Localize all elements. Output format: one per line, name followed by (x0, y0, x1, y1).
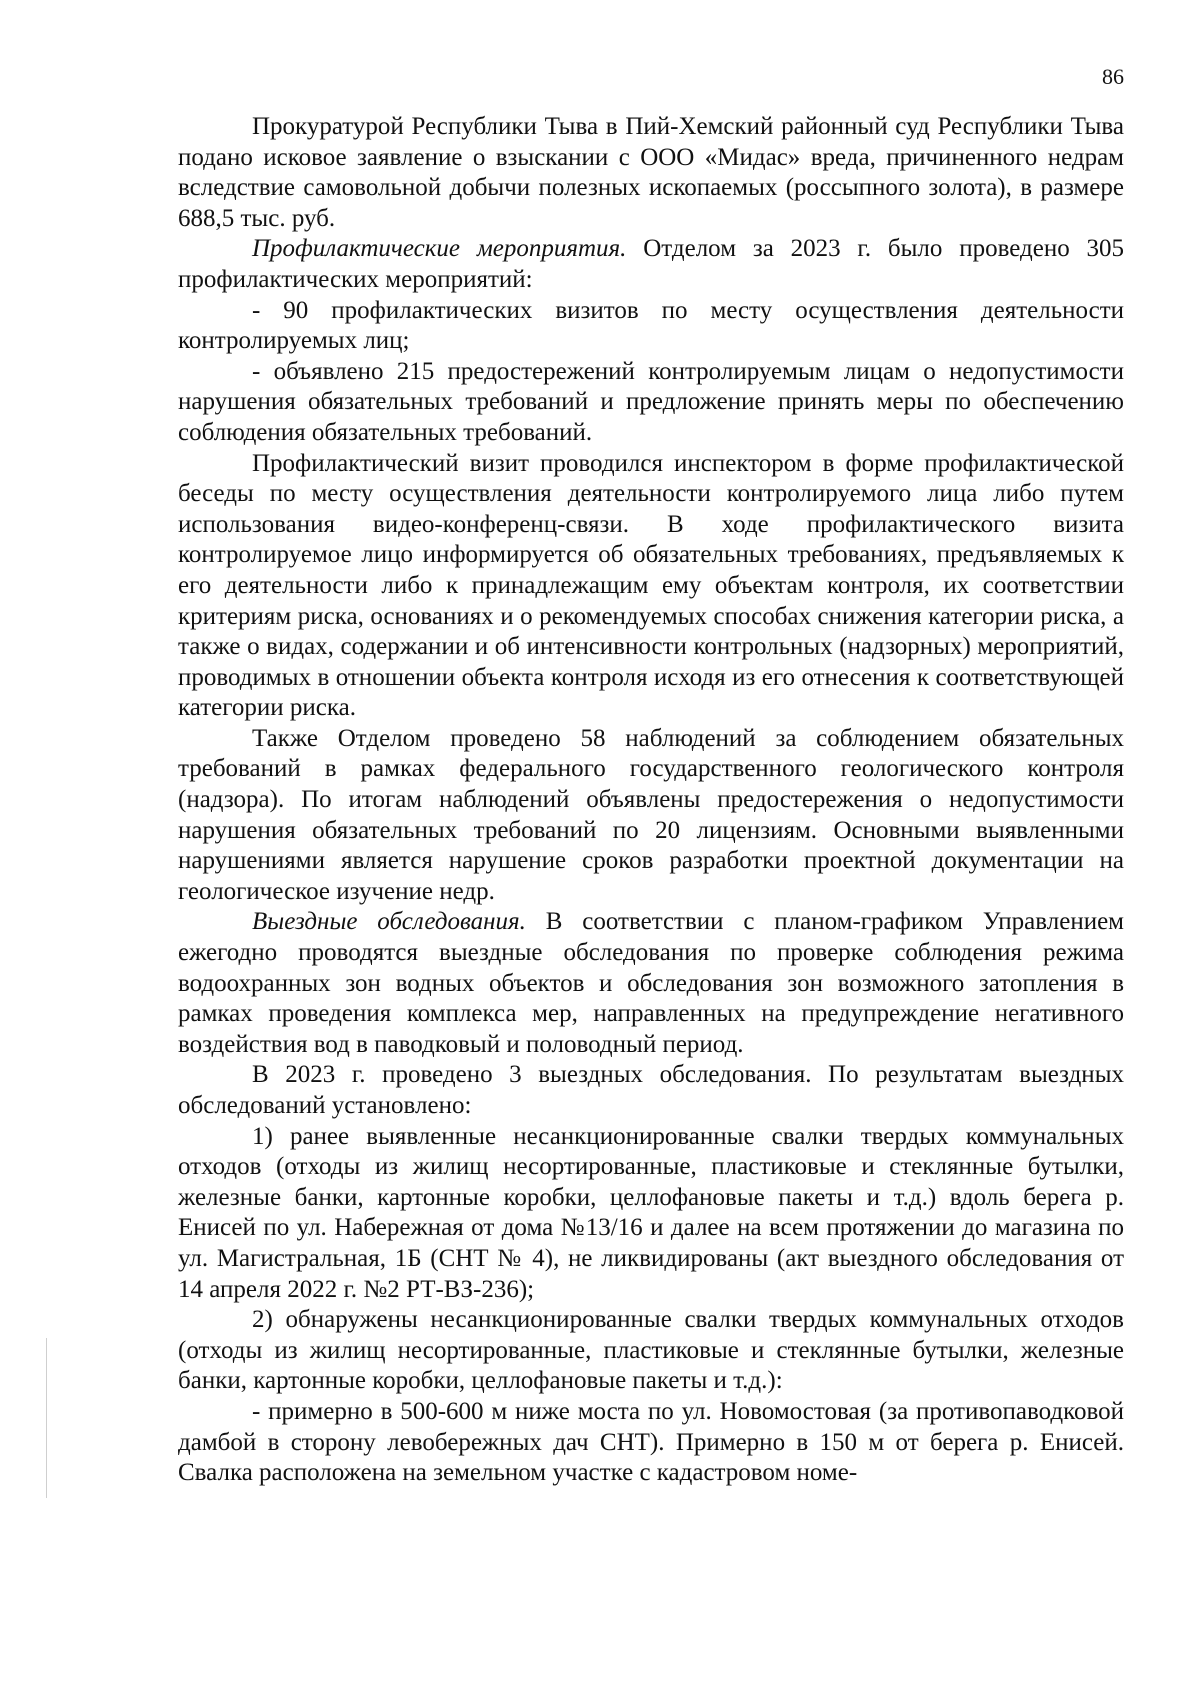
paragraph-text: Отделом за 2023 г. было проведено 305 профилактических мероприятий: (178, 235, 1124, 293)
paragraph-text: 1) ранее выявленные несанкционированные свалки твердых коммунальных отходов (отходы из жилищ несортированные, пластиковые и стеклянные бутылки, железные банки, картонные коробки, целлофановые пакеты и т.д.) вдоль берега р. Енисей по ул. Набережная от дома №13/16 и далее на всем протяжении до магазина по ул. Магистральная, 1Б (СНТ № 4), не ликвидированы (акт выездного обследования от 14 апреля 2022 г. №2 РТ-ВЗ-236); (178, 1122, 1124, 1303)
list-item-finding-2 (178, 1305, 1124, 1397)
list-item-dump-location (178, 1397, 1124, 1489)
paragraph-inspections-2023 (178, 1060, 1124, 1121)
paragraph-text: - объявлено 215 предостережений контролируемым лицам о недопустимости нарушения обязательных требований и предложение принять меры по обеспечению соблюдения обязательных требований. (178, 357, 1124, 446)
section-lead: Выездные обследования. (252, 908, 526, 936)
list-item-finding-1 (178, 1122, 1124, 1306)
paragraph-text: Также Отделом проведено 58 наблюдений за соблюдением обязательных требований в рамках федерального государственного геологического контроля (надзора). По итогам наблюдений объявлены предостережения о недопустимости нарушения обязательных требований по 20 лицензиям. Основными выявленными нарушениями является нарушение сроков разработки проектной документации на геологическое изучение недр. (178, 724, 1124, 905)
paragraph-text: 2) обнаружены несанкционированные свалки твердых коммунальных отходов (отходы из жилищ несортированные, пластиковые и стеклянные бутылки, железные банки, картонные коробки, целлофановые пакеты и т.д.): (178, 1306, 1124, 1395)
section-lead: Профилактические мероприятия. (252, 235, 627, 263)
page-number: 86 (1102, 64, 1124, 89)
paragraph-text: - 90 профилактических визитов по месту осуществления деятельности контролируемых лиц; (178, 296, 1124, 355)
paragraph-preventive-visit (178, 449, 1124, 724)
paragraph-text: - примерно в 500-600 м ниже моста по ул. Новомостовая (за противопаводковой дамбой в сторону левобережных дач СНТ). Примерно в 150 м от берега р. Енисей. Свалка расположена на земельном участке с кадастровом номе- (178, 1397, 1124, 1487)
paragraph-observations (178, 724, 1124, 908)
scan-margin-mark (46, 1338, 47, 1498)
paragraph-preventive-measures (178, 234, 1124, 295)
paragraph-lawsuit (178, 112, 1124, 234)
paragraph-text: В 2023 г. проведено 3 выездных обследования. По результатам выездных обследований установлено: (178, 1061, 1124, 1119)
list-item-visits (178, 296, 1124, 357)
paragraph-text: Профилактический визит проводился инспектором в форме профилактической беседы по месту осуществления деятельности контролируемого лица либо путем использования видео-конференц-связи. В ходе профилактического визита контролируемое лицо информируется об обязательных требованиях, предъявляемых к его деятельности либо к принадлежащим ему объектам контроля, их соответствии критериям риска, основаниях и о рекомендуемых способах снижения категории риска, а также о видах, содержании и об интенсивности контрольных (надзорных) мероприятий, проводимых в отношении объекта контроля исходя из его отнесения к соответствующей категории риска. (178, 449, 1124, 722)
list-item-warnings (178, 357, 1124, 449)
document-body (178, 112, 1124, 1489)
paragraph-text: Прокуратурой Республики Тыва в Пий-Хемский районный суд Республики Тыва подано исковое заявление о взыскании с ООО «Мидас» вреда, причиненного недрам вследствие самовольной добычи полезных ископаемых (россыпного золота), в размере 688,5 тыс. руб. (178, 113, 1124, 232)
paragraph-text: В соответствии с планом-графиком Управлением ежегодно проводятся выездные обследования по проверке соблюдения режима водоохранных зон водных объектов и обследования зон возможного затопления в рамках проведения комплекса мер, направленных на предупреждение негативного воздействия вод в паводковый и половодный период. (178, 908, 1124, 1058)
paragraph-field-inspections (178, 907, 1124, 1060)
